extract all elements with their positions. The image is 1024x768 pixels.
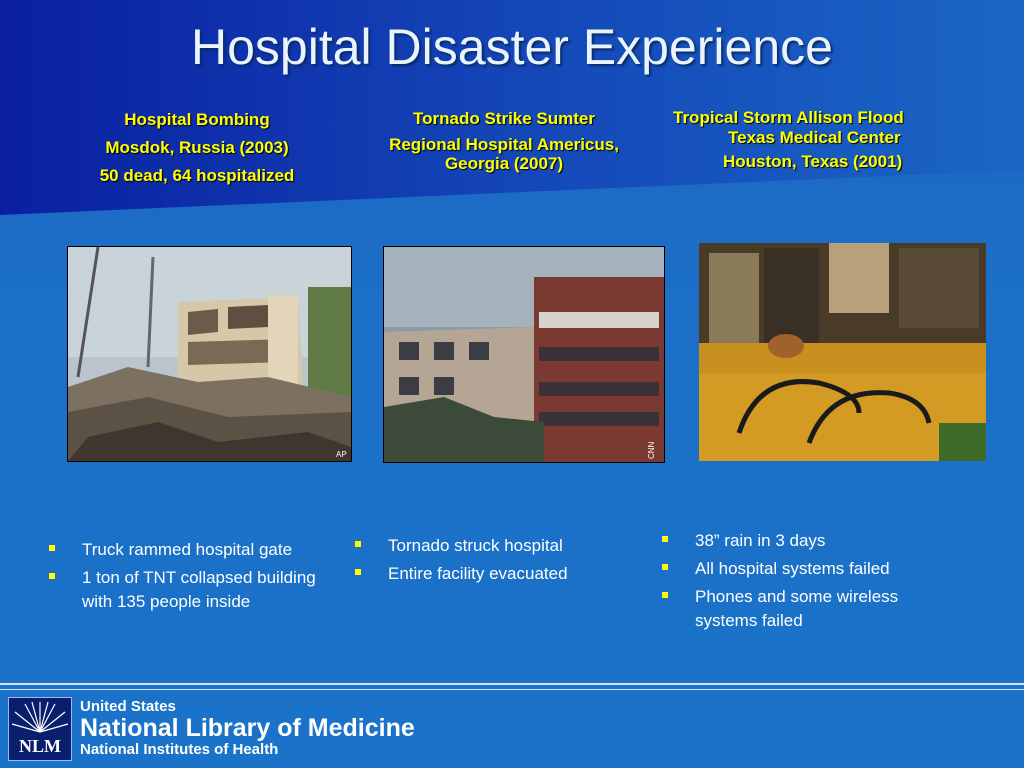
heading-line: 50 dead, 64 hospitalized xyxy=(99,166,295,185)
heading-line: Georgia (2007) xyxy=(444,154,564,173)
column-heading-tornado xyxy=(365,106,643,177)
org-name: National Library of Medicine xyxy=(80,714,415,742)
bullet-item: All hospital systems failed xyxy=(658,557,958,581)
photo-credit: CNN xyxy=(647,441,656,459)
flood-photo xyxy=(699,243,986,461)
bullet-square-icon xyxy=(49,545,55,551)
bullet-square-icon xyxy=(355,541,361,547)
tornado-photo xyxy=(383,246,665,463)
bullet-square-icon xyxy=(662,564,668,570)
heading-line: Houston, Texas (2001) xyxy=(723,152,903,171)
bullet-item: Truck rammed hospital gate xyxy=(45,538,345,562)
bullets-flood xyxy=(658,529,958,637)
bullet-item: Tornado struck hospital xyxy=(351,534,651,558)
bullet-item: 38” rain in 3 days xyxy=(658,529,958,553)
heading-line: Hospital Bombing xyxy=(124,110,270,129)
bullet-item: Entire facility evacuated xyxy=(351,562,651,586)
bullets-bombing xyxy=(45,538,345,618)
heading-line: Tropical Storm Allison Flood xyxy=(673,108,904,127)
bullet-item: Phones and some wireless systems failed xyxy=(658,585,958,633)
nlm-logo xyxy=(8,697,72,761)
bullet-square-icon xyxy=(662,536,668,542)
logo-text: NLM xyxy=(19,736,61,756)
org-parent: National Institutes of Health xyxy=(80,741,279,758)
bullet-square-icon xyxy=(662,592,668,598)
heading-line: Regional Hospital Americus, xyxy=(389,135,619,154)
starburst-icon xyxy=(9,698,71,738)
heading-line: Mosdok, Russia (2003) xyxy=(105,138,289,157)
column-heading-bombing xyxy=(82,106,312,190)
bombing-photo xyxy=(67,246,352,462)
footer-divider xyxy=(0,683,1024,685)
bullet-square-icon xyxy=(355,569,361,575)
heading-line: Texas Medical Center xyxy=(728,128,901,147)
footer-divider xyxy=(0,689,1024,690)
heading-line: Tornado Strike Sumter xyxy=(413,109,595,128)
column-heading-flood xyxy=(673,106,963,174)
bullet-item: 1 ton of TNT collapsed building with 135 people inside xyxy=(45,566,345,614)
org-country: United States xyxy=(80,698,176,715)
photo-credit: AP xyxy=(336,450,347,459)
bullet-square-icon xyxy=(49,573,55,579)
slide-title: Hospital Disaster Experience xyxy=(191,19,833,75)
bullets-tornado xyxy=(351,534,651,590)
